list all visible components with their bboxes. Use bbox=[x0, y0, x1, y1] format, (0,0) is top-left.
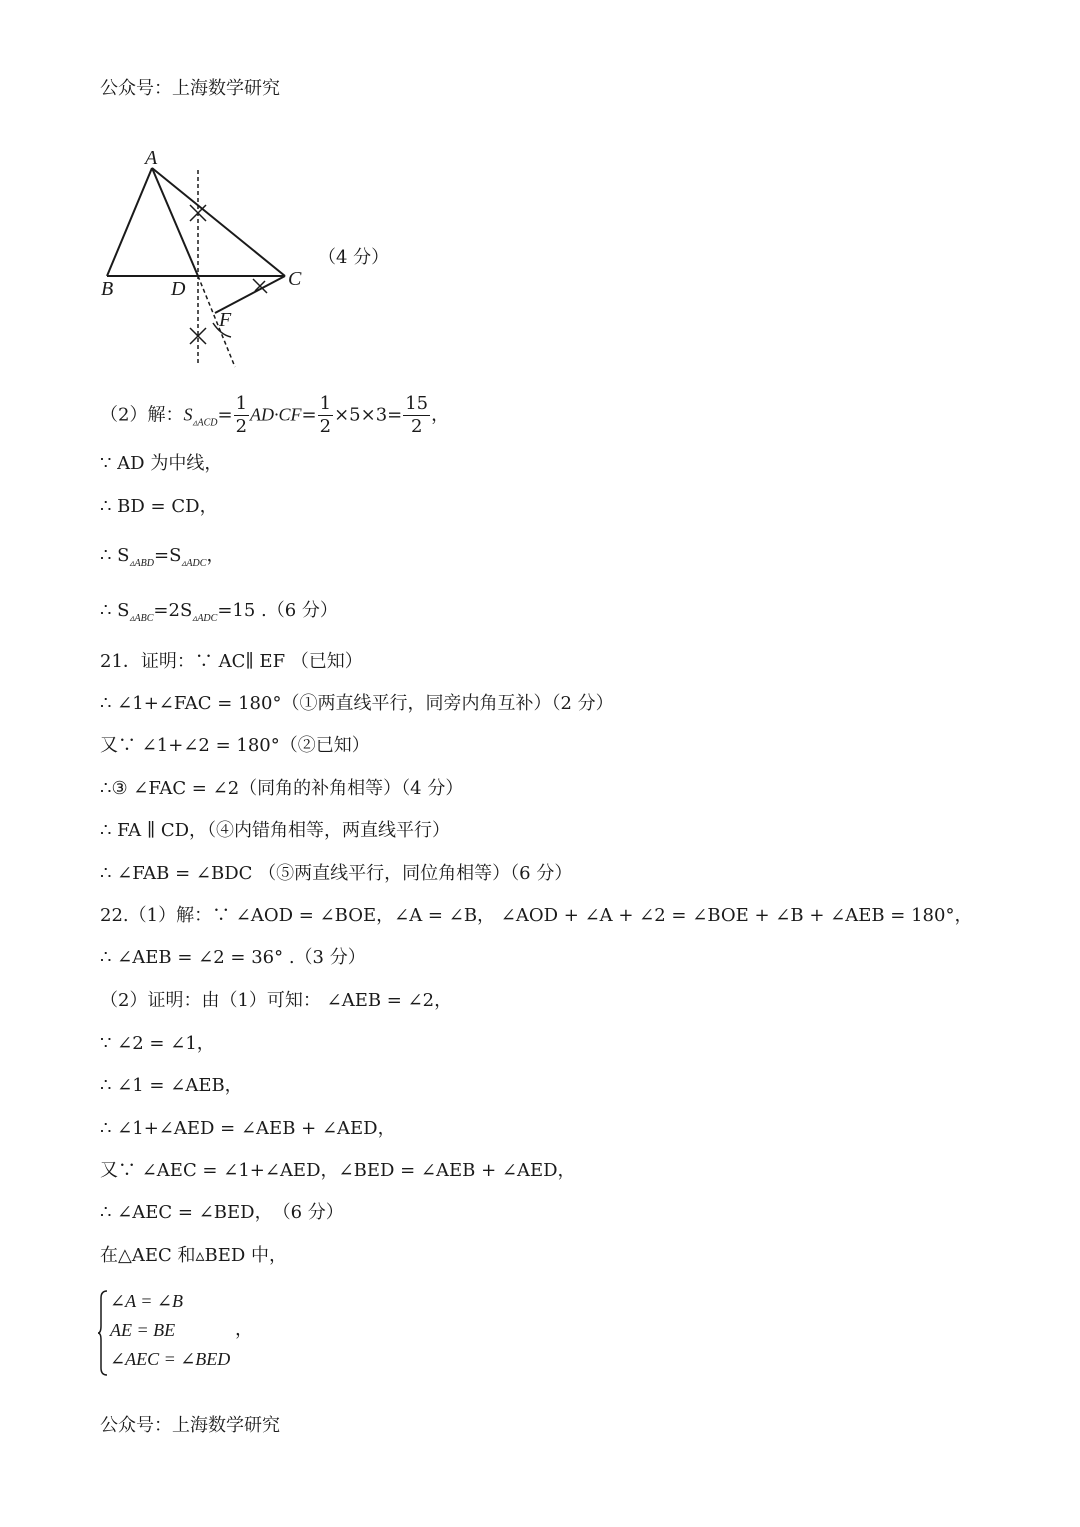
solution-line-area-abc: ∴ $S_{▵ABC}=2S_{▵ADC}=15$ .（6 分） bbox=[100, 600, 338, 624]
label-f: F bbox=[219, 309, 232, 331]
problem-21-line: ∴ FA ∥ CD，（④内错角相等，两直线平行） bbox=[100, 820, 451, 841]
system-row: ∠A = ∠B bbox=[110, 1291, 183, 1311]
side-ab bbox=[107, 168, 152, 276]
system-row: AE = BE bbox=[110, 1320, 176, 1340]
system-row: ∠AEC = ∠BED bbox=[110, 1349, 231, 1369]
problem-22-line: 在△AEC 和▵BED 中， bbox=[100, 1245, 288, 1266]
problem-21-line: 又∵ ∠1+∠2 = 180°（②已知） bbox=[100, 735, 370, 756]
problem-22-line: ∴ ∠AEC = ∠BED， （6 分） bbox=[100, 1202, 344, 1223]
label-d: D bbox=[171, 278, 186, 300]
left-brace bbox=[97, 1290, 109, 1376]
page-footer: 公众号：上海数学研究 bbox=[100, 1415, 280, 1436]
median-ad bbox=[152, 168, 198, 276]
label-a: A bbox=[145, 147, 158, 169]
problem-22-line: 又∵ ∠AEC = ∠1+∠AED，∠BED = ∠AEB + ∠AED， bbox=[100, 1160, 576, 1181]
figure-score: （4 分） bbox=[318, 247, 390, 268]
fraction-one-half-2: $\frac{1}{2}$ bbox=[319, 393, 332, 437]
problem-22-line: （2）证明：由（1）可知： ∠AEB = ∠2， bbox=[100, 990, 453, 1011]
solution-line: ∵ AD 为中线， bbox=[100, 453, 223, 474]
problem-22-line: ∴ ∠AEB = ∠2 = 36° .（3 分） bbox=[100, 947, 366, 968]
side-ac bbox=[152, 168, 285, 276]
problem-21-line: ∴ ∠1+∠FAC = 180°（①两直线平行，同旁内角互补）（2 分） bbox=[100, 693, 614, 714]
problem-22-line: ∴ ∠1 = ∠AEB， bbox=[100, 1075, 243, 1096]
problem-22-line: ∴ ∠1+∠AED = ∠AEB + ∠AED， bbox=[100, 1118, 396, 1139]
problem-22-line: ∵ ∠2 = ∠1， bbox=[100, 1033, 215, 1054]
page-header: 公众号：上海数学研究 bbox=[100, 78, 280, 99]
system-tail: ， bbox=[235, 1319, 253, 1340]
solution-line: ∴ BD = CD， bbox=[100, 496, 218, 517]
problem-22-line: 22.（1）解：∵ ∠AOD = ∠BOE，∠A = ∠B， ∠AOD + ∠A + ∠2 = ∠BOE + ∠B + ∠AEB = 180°， bbox=[100, 905, 973, 926]
problem-21-line: 21．证明：∵ AC∥ EF （已知） bbox=[100, 651, 363, 672]
problem-21-line: ∴ ∠FAB = ∠BDC （⑤两直线平行，同位角相等）（6 分） bbox=[100, 863, 573, 884]
solution-line-area-acd: （2）解：$S_{▵ACD}=$ $\frac{1}{2}$ AD·CF= $\frac{1}{2}$ ×5×3= $\frac{15}{2}$ ， bbox=[100, 393, 450, 437]
segment-cf bbox=[215, 276, 285, 313]
label-b: B bbox=[101, 278, 114, 300]
problem-21-line: ∴③ ∠FAC = ∠2（同角的补角相等）（4 分） bbox=[100, 778, 464, 799]
label-c: C bbox=[288, 268, 302, 290]
solution-line-area-equal: ∴ $S_{▵ABD}=S_{▵ADC}$， bbox=[100, 545, 225, 569]
fraction-one-half: $\frac{1}{2}$ bbox=[235, 393, 248, 437]
triangle-construction-figure bbox=[95, 145, 315, 370]
fraction-fifteen-halves: $\frac{15}{2}$ bbox=[405, 393, 429, 437]
